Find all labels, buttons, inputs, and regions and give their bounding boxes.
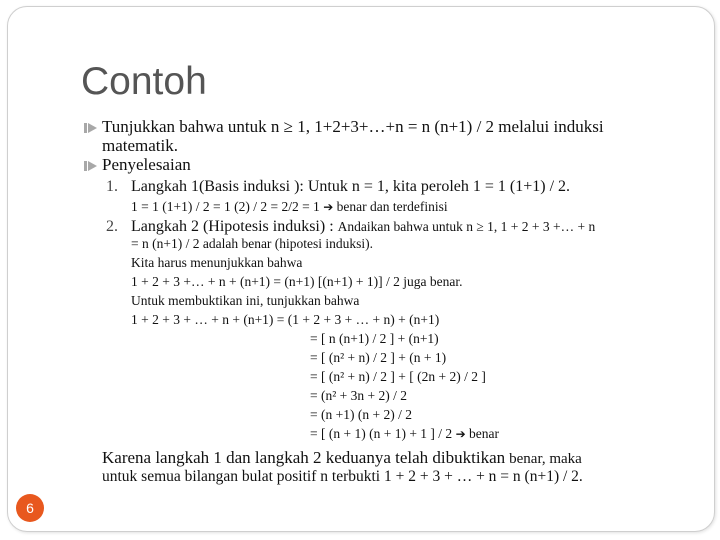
bullet-2-line-1: Penyelesaian [102, 155, 191, 174]
bullet-arrow-icon [88, 161, 97, 171]
step-2-line: 1 + 2 + 3 +… + n + (n+1) = (n+1) [(n+1) + 1)] / 2 juga benar. [131, 274, 463, 289]
step-1-number: 1. [106, 178, 118, 195]
equation-line: = [ (n² + n) / 2 ] + (n + 1) [310, 350, 447, 365]
bullet-1-line-1: Tunjukkan bahwa untuk n ≥ 1, 1+2+3+…+n = n (n+1) / 2 melalui induksi [102, 117, 604, 136]
equation-line-final [310, 426, 499, 442]
final-equation-result: benar [469, 426, 499, 441]
step-2-line: Untuk membuktikan ini, tunjukkan bahwa [131, 293, 360, 308]
step-2-heading: Langkah 2 (Hipotesis induksi) : [131, 218, 334, 235]
step-1-detail-result: benar dan terdefinisi [336, 199, 448, 214]
equation-line: = [ (n² + n) / 2 ] + [ (2n + 2) / 2 ] [310, 369, 486, 384]
step-1-heading: Langkah 1(Basis induksi ): Untuk n = 1, kita peroleh 1 = 1 (1+1) / 2. [131, 178, 571, 195]
step-2-line: = n (n+1) / 2 adalah benar (hipotesi induksi). [131, 236, 374, 251]
step-2-line: Kita harus menunjukkan bahwa [131, 255, 303, 270]
right-arrow-icon: ➔ [323, 200, 334, 214]
step-2-heading-line [131, 218, 595, 236]
bullet-arrow-icon [88, 123, 97, 133]
step-2-line: 1 + 2 + 3 + … + n + (n+1) = (1 + 2 + 3 + … + n) + (n+1) [131, 312, 440, 327]
step-1-detail [131, 199, 448, 215]
equation-line: = (n +1) (n + 2) / 2 [310, 407, 412, 422]
right-arrow-icon: ➔ [455, 427, 466, 441]
conclusion-line-1 [102, 448, 582, 468]
conclusion-text: Karena langkah 1 dan langkah 2 keduanya telah dibuktikan [102, 448, 506, 467]
equation-line: = (n² + 3n + 2) / 2 [310, 388, 408, 403]
step-1-detail-text: 1 = 1 (1+1) / 2 = 1 (2) / 2 = 2/2 = 1 [131, 199, 320, 214]
slide-title: Contoh [81, 60, 207, 103]
bullet-1-line-2: matematik. [102, 136, 179, 155]
final-equation-text: = [ (n + 1) (n + 1) + 1 ] / 2 [310, 426, 453, 441]
page-number-badge: 6 [16, 494, 44, 522]
conclusion-text-end: benar, maka [509, 451, 582, 467]
step-2-heading-rest: Andaikan bahwa untuk n ≥ 1, 1 + 2 + 3 +… + n [337, 219, 596, 234]
step-2-number: 2. [106, 218, 118, 235]
conclusion-line-2: untuk semua bilangan bulat positif n terbukti 1 + 2 + 3 + … + n = n (n+1) / 2. [102, 468, 583, 485]
equation-line: = [ n (n+1) / 2 ] + (n+1) [310, 331, 439, 346]
